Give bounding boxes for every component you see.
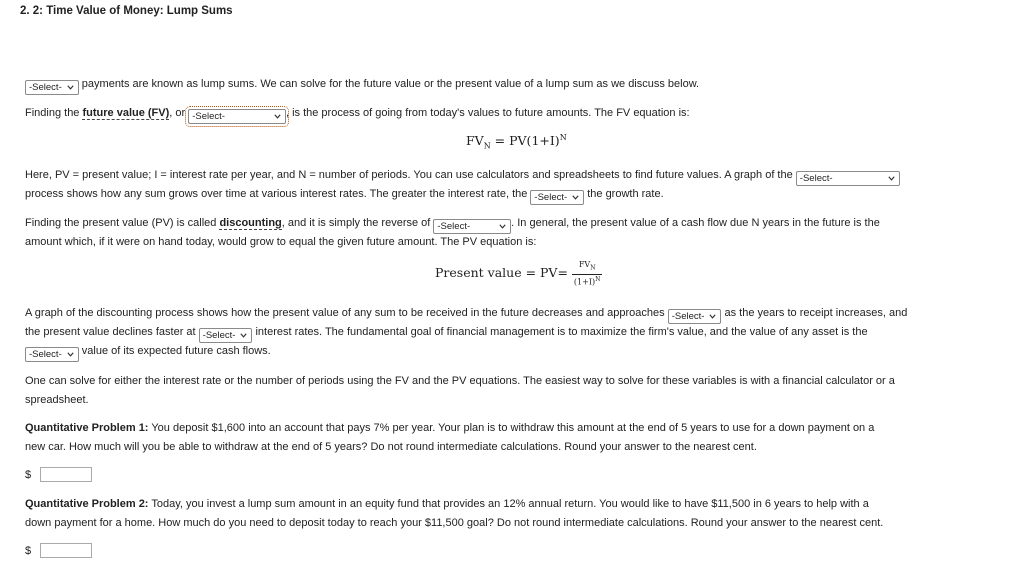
eq1-sub: N (483, 141, 491, 151)
p3-line1: Here, PV = present value; I = interest rate per year, and N = number of periods. You can use calculators and spreadsheets to find future values. A graph of the (25, 169, 793, 181)
problem-2-text2: down payment for a home. How much do you need to deposit today to reach your $11,500 goal? Do not round intermediate calculations. Round your answer to the nearest cent. (25, 517, 884, 529)
select-graph-process[interactable] (796, 171, 900, 186)
pv-fraction (572, 260, 602, 287)
p3-line2b: the growth rate. (587, 188, 664, 200)
chevron-down-icon (571, 193, 580, 202)
select-reverse-of[interactable] (433, 219, 511, 234)
future-value-term[interactable]: future value (FV) (82, 107, 170, 119)
chevron-down-icon (239, 331, 248, 340)
p4-line1a: Finding the present value (PV) is called (25, 217, 220, 229)
p4-line1b: , and it is simply the reverse of (281, 217, 431, 229)
paragraph-fv-explanation-1 (25, 168, 900, 186)
chevron-down-icon (708, 312, 717, 321)
p5-line2b: interest rates. The fundamental goal of financial management is to maximize the firm's value, and the value of any asset is the (255, 326, 868, 338)
eq2-num: FV (578, 260, 591, 269)
select-label: -Select- (29, 82, 62, 93)
p5-line1a: A graph of the discounting process shows how the present value of any sum to be received in the future decreases and approaches (25, 307, 665, 319)
problem-1-text2: new car. How much will you be able to withdraw at the end of 5 years? Do not round intermediate calculations. Round your answer to the nearest cent. (25, 441, 757, 453)
select-lump-sum-type[interactable] (25, 80, 79, 95)
problem-2-label: Quantitative Problem 2: (25, 498, 149, 510)
paragraph-discount-graph-3 (25, 344, 271, 362)
select-interest-rate-level[interactable] (199, 328, 253, 343)
problem-1-line1 (25, 421, 874, 436)
paragraph-lump-sum (25, 77, 699, 95)
pv-numerator (572, 260, 602, 275)
pv-equation (435, 260, 602, 287)
problem-2-currency: $ (25, 545, 32, 557)
eq1-mid: = PV(1+I) (490, 133, 560, 149)
select-label: -Select- (437, 221, 471, 232)
select-approaches[interactable] (668, 309, 722, 324)
p3-line2a: process shows how any sum grows over time at various interest rates. The greater the interest rate, the (25, 188, 528, 200)
p2-pre: Finding the (25, 107, 83, 119)
paragraph-discount-graph-2 (25, 325, 868, 343)
pv-denominator (572, 275, 602, 288)
p2-post: , is the process of going from today's values to future amounts. The FV equation is: (285, 107, 690, 119)
problem-2-line1 (25, 497, 869, 512)
p5-line2a: the present value declines faster at (25, 326, 196, 338)
paragraph-discount-graph-1 (25, 306, 907, 324)
select-growth-rate[interactable] (530, 190, 584, 205)
problem-2-line2 (25, 516, 883, 531)
eq2-den-sup: N (595, 275, 601, 283)
eq2-num-sub: N (590, 264, 596, 272)
problem-1-label: Quantitative Problem 1: (25, 422, 149, 434)
select-label: -Select- (202, 330, 236, 341)
select-label: -Select- (534, 192, 568, 203)
problem-1-text1: You deposit $1,600 into an account that pays 7% per year. Your plan is to withdraw this amount at the end of 5 years to use for a down payment on a (148, 422, 875, 434)
select-label: -Select- (671, 311, 705, 322)
chevron-down-icon (273, 112, 282, 121)
p6-line1: One can solve for either the interest rate or the number of periods using the FV and the PV equations. The easiest way to solve for these variables is with a financial calculator or a (25, 375, 895, 387)
p2-mid: , or (169, 107, 189, 119)
p4-line2: amount which, if it were on hand today, would grow to equal the given future amount. The PV equation is: (25, 236, 537, 248)
chevron-down-icon (66, 83, 75, 92)
paragraph-solve-1 (25, 374, 895, 389)
paragraph-future-value (25, 106, 690, 124)
select-label: -Select- (29, 349, 62, 360)
p6-line2: spreadsheet. (25, 394, 89, 406)
p5-line1b: as the years to receipt increases, and (724, 307, 908, 319)
problem-2-text1: Today, you invest a lump sum amount in an equity fund that provides an 12% annual return. You would like to have $11,500 in 6 years to help with a (148, 498, 869, 510)
problem-2-answer-input[interactable] (40, 543, 92, 558)
select-label: -Select- (192, 111, 225, 122)
p5-line3: value of its expected future cash flows. (81, 345, 271, 357)
chevron-down-icon (66, 350, 75, 359)
paragraph-pv-1 (25, 216, 880, 234)
chevron-down-icon (498, 222, 507, 231)
select-fv-synonym[interactable] (188, 109, 286, 124)
question-title: 2. 2: Time Value of Money: Lump Sums (20, 5, 233, 17)
problem-1-answer-input[interactable] (40, 467, 92, 482)
p4-line1c: . In general, the present value of a cash flow due N years in the future is the (511, 217, 880, 229)
select-value-type[interactable] (25, 347, 79, 362)
discounting-term[interactable]: discounting (219, 217, 282, 229)
paragraph-pv-2 (25, 235, 536, 250)
select-label: -Select- (799, 173, 833, 184)
eq2-lhs: Present value = PV= (435, 265, 568, 281)
eq1-sup: N (559, 133, 567, 142)
eq2-den: (1+I) (573, 277, 596, 287)
problem-1-currency: $ (25, 469, 32, 481)
chevron-down-icon (887, 174, 896, 183)
paragraph-solve-2 (25, 393, 89, 408)
problem-1-line2 (25, 440, 757, 455)
eq1-lhs: FV (466, 133, 484, 149)
paragraph-fv-explanation-2 (25, 187, 664, 205)
p1-text: payments are known as lump sums. We can solve for the future value or the present value of a lump sum as we discuss below. (81, 78, 700, 90)
fv-equation (466, 133, 567, 151)
